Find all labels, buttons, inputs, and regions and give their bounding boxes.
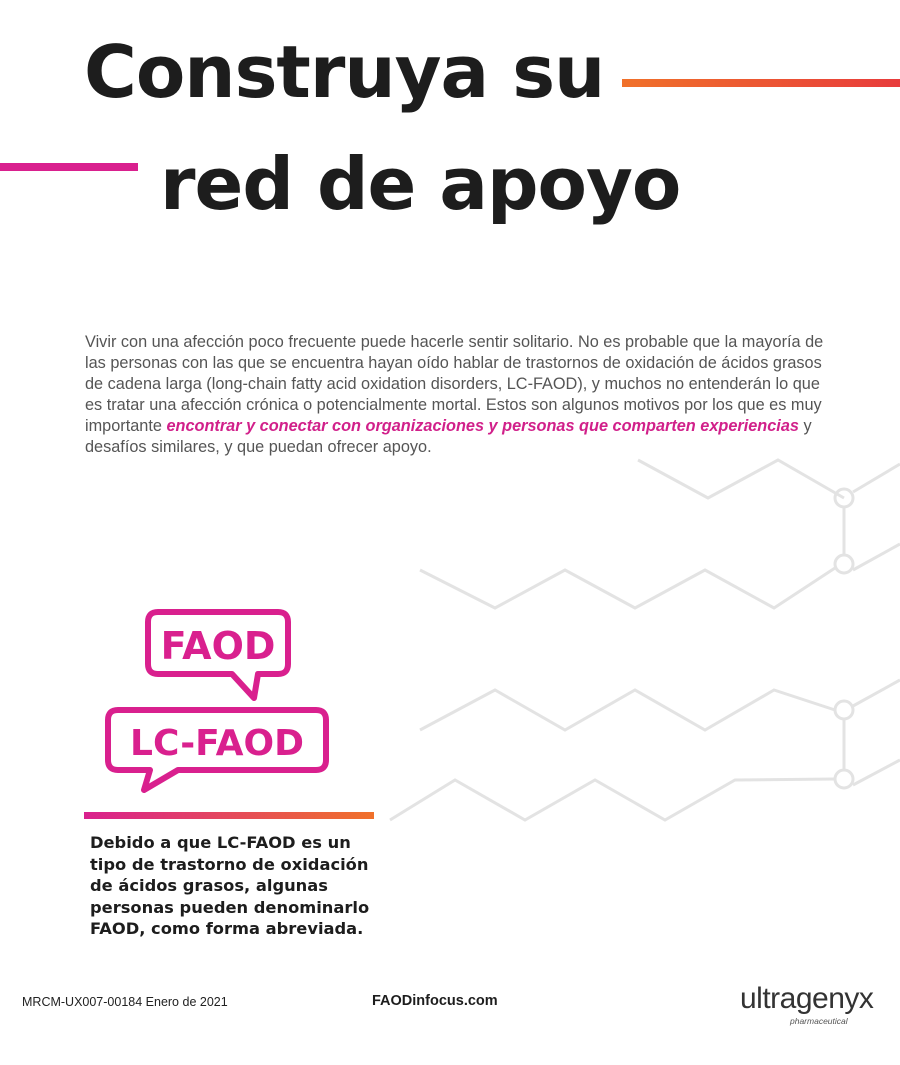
footer-document-code: MRCM-UX007-00184 Enero de 2021 xyxy=(22,995,228,1009)
logo-subtitle: pharmaceutical xyxy=(790,1016,848,1026)
faod-note: Debido a que LC-FAOD es un tipo de trastorno de oxidación de ácidos grasos, algunas personas pueden denominarlo FAOD, como forma abreviada. xyxy=(90,833,370,938)
page-title-line-1: Construya su xyxy=(84,30,605,114)
bubble-label-faod: FAOD xyxy=(160,624,276,668)
title-accent-bar-right xyxy=(622,79,900,87)
molecule-background-graphic xyxy=(360,440,900,860)
intro-text-after: y desafíos similares, y que puedan ofrecer apoyo. xyxy=(85,417,812,457)
intro-highlight: encontrar y conectar con organizaciones y personas que comparten experiencias xyxy=(166,417,799,436)
footer-website-link[interactable]: FAODinfocus.com xyxy=(372,993,498,1009)
intro-text-before: Vivir con una afección poco frecuente puede hacerle sentir solitario. No es probable que la mayoría de las personas con las que se encuentra hayan oído hablar de trastornos de oxidación de ácidos grasos de cadena larga (long-chain fatty acid oxidation disorders, LC-FAOD), y muchos no entenderán lo que es tratar una afección crónica o potencialmente mortal. Estos son algunos motivos por los que es muy importante xyxy=(85,333,824,436)
speech-bubbles-graphic xyxy=(100,600,340,795)
logo-wordmark: ultragenyx xyxy=(740,982,874,1015)
title-accent-bar-left xyxy=(0,163,138,171)
ultragenyx-logo xyxy=(740,978,880,1038)
bubble-label-lc-faod: LC-FAOD xyxy=(130,723,304,764)
note-gradient-rule xyxy=(84,812,374,819)
page-title-line-2: red de apoyo xyxy=(160,142,681,226)
